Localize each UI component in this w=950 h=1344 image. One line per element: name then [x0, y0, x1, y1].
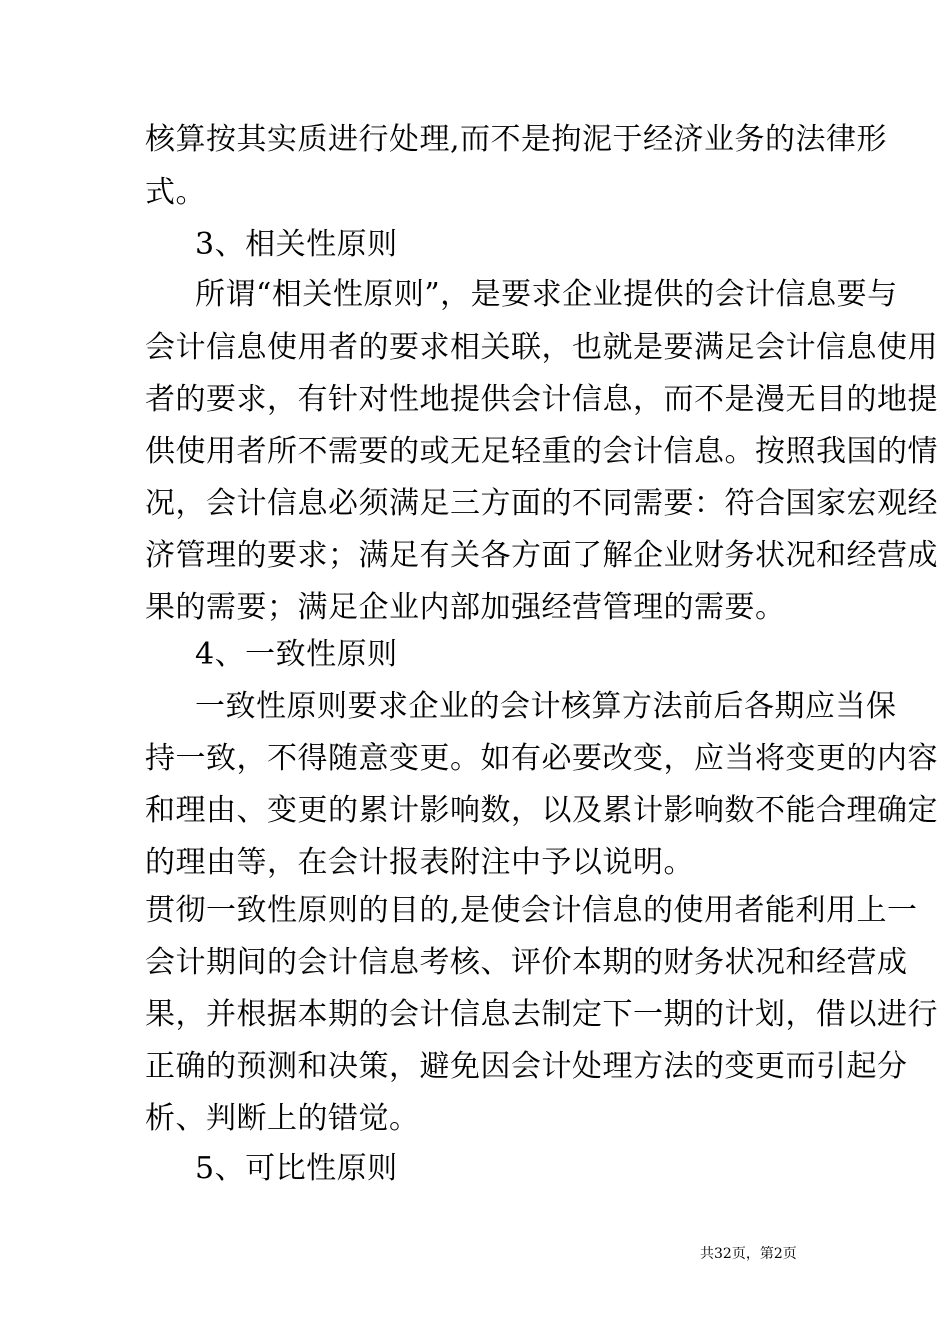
section-heading: 5、可比性原则 — [195, 1151, 398, 1186]
text-line: 会计信息使用者的要求相关联，也就是要满足会计信息使用 — [145, 330, 938, 365]
text-line: 正确的预测和决策，避免因会计处理方法的变更而引起分 — [145, 1049, 908, 1084]
text-line: 持一致，不得随意变更。如有必要改变，应当将变更的内容 — [145, 741, 938, 776]
section-heading: 3、相关性原则 — [195, 227, 398, 262]
section-heading: 4、一致性原则 — [195, 637, 398, 672]
text-line: 果的需要；满足企业内部加强经营管理的需要。 — [145, 590, 786, 625]
text-line: 者的要求，有针对性地提供会计信息，而不是漫无目的地提 — [145, 382, 938, 417]
text-line: 况，会计信息必须满足三方面的不同需要：符合国家宏观经 — [145, 486, 938, 521]
text-line: 和理由、变更的累计影响数，以及累计影响数不能合理确定 — [145, 793, 938, 828]
text-line: 一致性原则要求企业的会计核算方法前后各期应当保 — [195, 689, 897, 724]
text-line: 济管理的要求；满足有关各方面了解企业财务状况和经营成 — [145, 538, 938, 573]
text-line: 析、判断上的错觉。 — [145, 1101, 420, 1136]
text-line: 果，并根据本期的会计信息去制定下一期的计划，借以进行 — [145, 997, 938, 1032]
text-line: 核算按其实质进行处理,而不是拘泥于经济业务的法律形 — [145, 122, 888, 157]
text-line: 贯彻一致性原则的目的,是使会计信息的使用者能利用上一 — [145, 893, 918, 928]
page-number: 共32页，第2页 — [700, 1246, 797, 1262]
text-line: 式。 — [145, 175, 206, 210]
text-line: 的理由等，在会计报表附注中予以说明。 — [145, 845, 694, 880]
text-line: 会计期间的会计信息考核、评价本期的财务状况和经营成 — [145, 945, 908, 980]
text-line: 所谓“相关性原则”，是要求企业提供的会计信息要与 — [195, 277, 898, 312]
text-line: 供使用者所不需要的或无足轻重的会计信息。按照我国的情 — [145, 434, 938, 469]
